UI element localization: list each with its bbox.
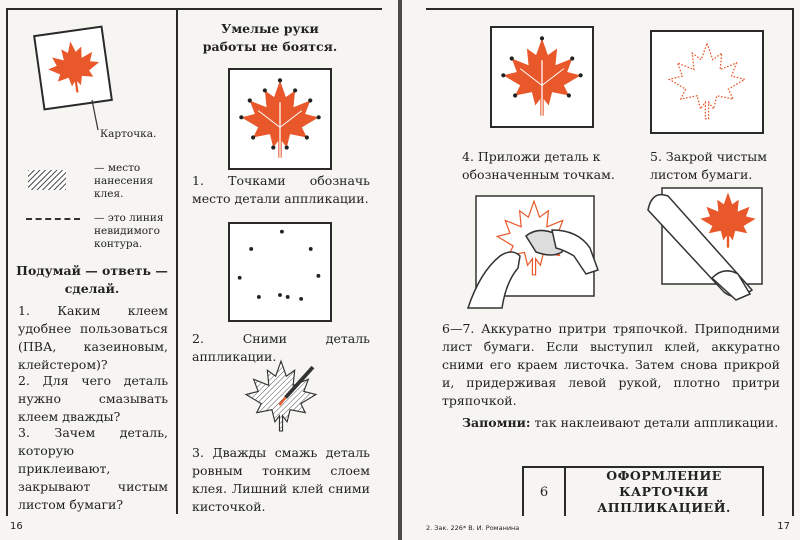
step-3: 3. Дважды смажь деталь ровным тонким слоем клея. Лишний клей сними кисточкой. xyxy=(192,445,370,514)
page-number-right: 17 xyxy=(777,521,790,532)
covered-leaf-outline xyxy=(666,38,748,124)
step2-illustration xyxy=(228,222,332,322)
step4-illustration xyxy=(490,26,594,128)
remember-label: Запомни: xyxy=(462,415,531,430)
left-page xyxy=(0,0,398,540)
step-1: 1. Точками обозначь место детали аппликации. xyxy=(192,173,370,206)
legend-contour: — это линия невидимого контура. xyxy=(94,212,164,250)
contour-line-swatch xyxy=(26,218,80,220)
question-2: 2. Для чего деталь нужно смазывать клеем дважды? xyxy=(18,373,168,424)
think-heading: Подумай — ответь — сделай. xyxy=(16,263,168,296)
right-page xyxy=(402,0,800,540)
printing-footer: 2. Зак. 226* В. И. Романина xyxy=(426,524,520,532)
step1-illustration xyxy=(228,68,332,170)
step5-illustration xyxy=(650,30,764,134)
chapter-heading xyxy=(522,466,764,516)
maple-leaf-icon xyxy=(500,34,584,120)
step-4: 4. Приложи деталь к обозначенным точкам. xyxy=(462,149,615,182)
step-2: 2. Сними деталь аппликации. xyxy=(192,331,370,364)
chapter-number: 6 xyxy=(524,468,566,516)
maple-leaf-icon xyxy=(42,34,106,99)
card-label: Карточка. xyxy=(100,128,157,140)
placement-dots xyxy=(230,224,330,320)
step7-illustration xyxy=(642,180,782,310)
page-number-left: 16 xyxy=(10,521,23,532)
motto: Умелые руки работы не боятся. xyxy=(202,21,338,54)
step-6-7: 6—7. Аккуратно притри тряпочкой. Приподними лист бумаги. Если выступил клей, аккуратно сними его краем листочка. Затем снова прикрой и, придерживая левой рукой, плотно притри тряпочкой. xyxy=(442,321,780,408)
legend-glue: — место нанесения клея. xyxy=(94,162,154,200)
step3-illustration xyxy=(236,358,326,434)
column-divider xyxy=(176,8,178,514)
step-5: 5. Закрой чистым листом бумаги. xyxy=(650,149,767,182)
question-3: 3. Зачем деталь, которую приклеивают, закрывают чистым листом бумаги? xyxy=(18,425,168,512)
question-1: 1. Каким клеем удобнее пользоваться (ПВА, казеиновым, клейстером)? xyxy=(18,303,168,372)
glue-area-swatch xyxy=(28,170,66,190)
step6-illustration xyxy=(466,190,616,310)
chapter-title: ОФОРМЛЕНИЕ КАРТОЧКИ АППЛИКАЦИЕЙ. xyxy=(597,468,731,515)
maple-leaf-icon xyxy=(238,76,322,162)
remember-text: так наклеивают детали аппликации. xyxy=(534,415,779,430)
remember-note xyxy=(442,414,780,432)
